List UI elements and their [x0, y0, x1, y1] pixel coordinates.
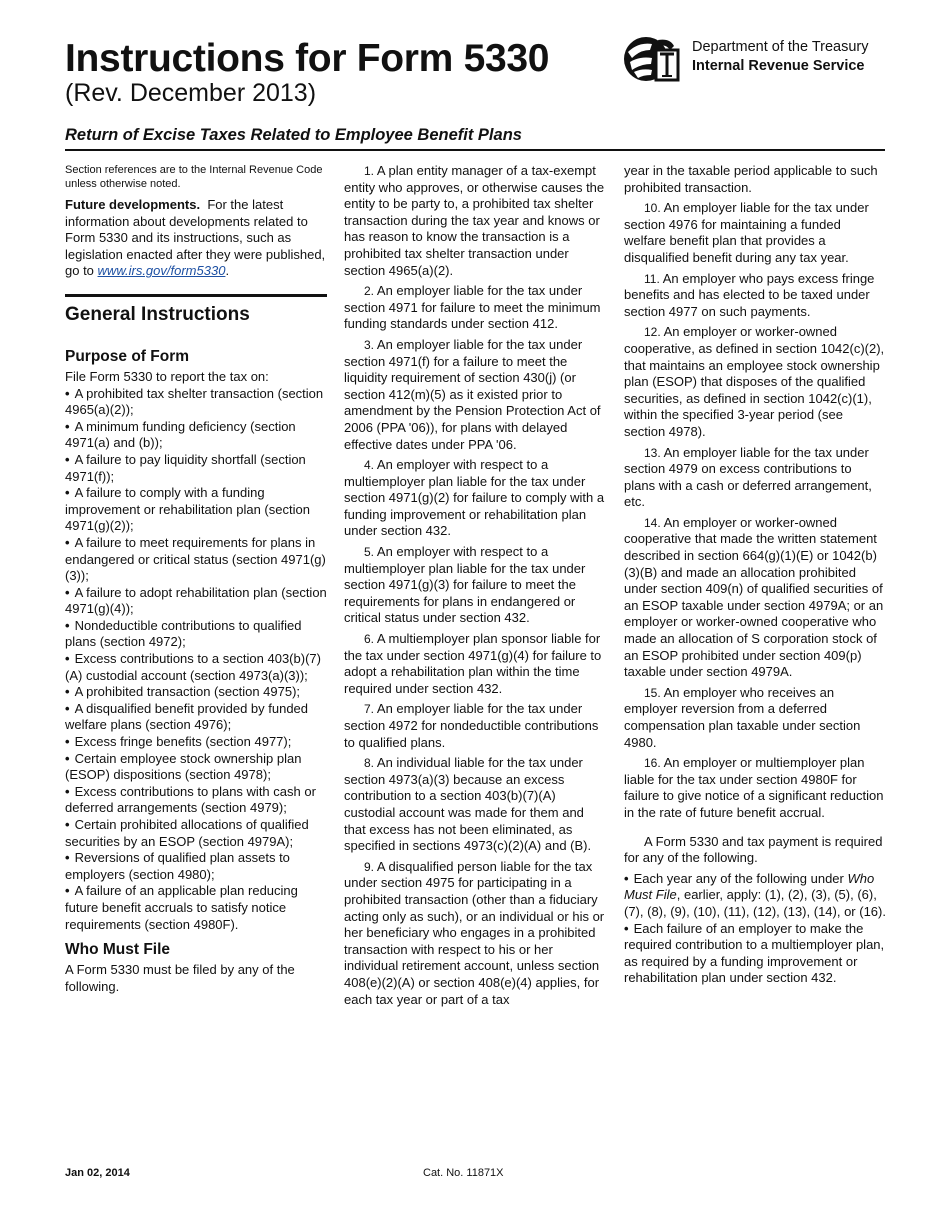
- purpose-bullet: • Certain employee stock ownership plan (ESOP) dispositions (section 4978);: [65, 751, 327, 784]
- filer-list-item: [624, 515, 886, 681]
- required-bullet-emphasis: Who Must File: [624, 870, 875, 903]
- list-item-number: 15.: [644, 685, 661, 700]
- purpose-bullet: • A minimum funding deficiency (section 4971(a) and (b));: [65, 419, 327, 452]
- purpose-bullet: • A failure to meet requirements for plans in endangered or critical status (section 4971(g)(3));: [65, 535, 327, 585]
- list-item-number: 13.: [644, 445, 661, 460]
- purpose-bullet: • A disqualified benefit provided by funded welfare plans (section 4976);: [65, 701, 327, 734]
- filer-list-item: [624, 324, 886, 440]
- list-item-number: 9.: [364, 859, 375, 874]
- purpose-bullet: • A failure to pay liquidity shortfall (section 4971(f));: [65, 452, 327, 485]
- required-bullet: • Each failure of an employer to make the required contribution to a multiemployer plan, as required by a funding improvement or rehabilitation plan under section 432.: [624, 921, 886, 987]
- list-item-text: An employer with respect to a multiemployer plan liable for the tax under section 4971(g)(2) for failure to comply with a funding improvement or rehabilitation plan under section 432.: [344, 457, 605, 539]
- filer-list-item: [624, 200, 886, 266]
- irs-form5330-link[interactable]: www.irs.gov/form5330: [97, 263, 226, 279]
- who-must-file-heading: Who Must File: [65, 941, 171, 959]
- filer-list-item: [344, 631, 606, 697]
- purpose-bullet: • Nondeductible contributions to qualified plans (section 4972);: [65, 618, 327, 651]
- list-item-number: 8.: [364, 756, 375, 771]
- list-item-number: 5.: [364, 545, 375, 560]
- list-item-text: A disqualified person liable for the tax under section 4975 for participating in a prohibited transaction (other than a fiduciary acting only as such), or an individual or his or her beneficiary who engages in a prohibited transaction with respect to his or her individual retirement account, unless section 408(e)(2)(A) or section 408(e)(4) applies, for each tax year or part of a tax: [344, 858, 605, 1007]
- purpose-intro: File Form 5330 to report the tax on:: [65, 368, 269, 384]
- agency-block: [692, 38, 869, 76]
- footer-catalog-number: Cat. No. 11871X: [423, 1167, 504, 1179]
- list-item-text: An employer or worker-owned cooperative, as defined in section 1042(c)(2), that maintains an employee stock ownership plan (ESOP) that disposes of the qualified securities, as defined in section 1042(c)(1), within the specified 3-year period (see section 4978).: [624, 324, 885, 439]
- general-instructions-heading: General Instructions: [65, 303, 250, 325]
- list-item-text: An individual liable for the tax under section 4973(a)(3) because an excess contribution to a section 403(b)(7)(A) custodial account was made for them and that excess has not been eliminated, as specified in sections 4973(c)(2)(A) and (B).: [344, 755, 592, 854]
- required-bullet-text-a: Each year any of the following under: [633, 870, 844, 886]
- required-bullet: [624, 871, 886, 921]
- list-item-number: 14.: [644, 515, 661, 530]
- filer-list-item: [344, 755, 606, 855]
- filer-list-item: [344, 283, 606, 333]
- list-item-number: 2.: [364, 284, 375, 299]
- list-item-text: A plan entity manager of a tax-exempt entity who approves, or otherwise causes the entity to be party to, a prohibited tax shelter transaction during the tax year and knows or has reason to know the transaction is a prohibited tax shelter transaction under section 4965(a)(2).: [344, 163, 605, 278]
- footer-date: Jan 02, 2014: [65, 1167, 130, 1179]
- list-item-text: An employer liable for the tax under section 4971 for failure to meet the minimum funding standards under section 412.: [344, 283, 601, 332]
- page-title: Instructions for Form 5330: [65, 37, 550, 80]
- revision-date: (Rev. December 2013): [65, 79, 317, 107]
- header-divider: [65, 149, 885, 151]
- filer-list-item: [344, 163, 606, 279]
- agency-irs: Internal Revenue Service: [692, 58, 865, 74]
- continuation-text: year in the taxable period applicable to such prohibited transaction.: [624, 163, 878, 195]
- list-item-number: 10.: [644, 201, 661, 216]
- list-item-text: An employer liable for the tax under section 4979 on excess contributions to plans with a cash or deferred arrangement, etc.: [624, 444, 872, 510]
- column-1: [65, 163, 327, 999]
- purpose-bullet: • Reversions of qualified plan assets to employers (section 4980);: [65, 850, 327, 883]
- list-item-text: An employer who pays excess fringe benefits and has elected to be taxed under section 4977 on such payments.: [624, 270, 875, 319]
- required-intro: A Form 5330 and tax payment is required for any of the following.: [624, 833, 883, 866]
- purpose-bullet: • A failure to adopt rehabilitation plan (section 4971(g)(4));: [65, 585, 327, 618]
- list-item-number: 1.: [364, 164, 375, 178]
- future-developments-text: For the latest information about developments related to Form 5330 and its instructions, such as legislation enacted after they were published, go to: [65, 197, 326, 279]
- list-item-text: An employer liable for the tax under section 4971(f) for a failure to meet the liquidity requirement of section 430(j) (or section 412(m)(5) as it existed prior to amendment by the Pension Protection Act of 2006 (PPA '06)), for plans with delayed effective dates under PPA '06.: [344, 336, 601, 452]
- filer-list-item: [624, 445, 886, 511]
- irs-eagle-logo: [622, 32, 684, 86]
- form-subtitle: Return of Excise Taxes Related to Employee Benefit Plans: [65, 126, 522, 144]
- filer-list-item: [624, 685, 886, 751]
- purpose-bullet: • Excess fringe benefits (section 4977);: [65, 734, 327, 751]
- future-developments: Future developments. For the latest information about developments related to Form 5330 and its instructions, such as legislation enacted after they were published, go to www.irs.gov/form5330.: [65, 197, 326, 279]
- list-item-text: An employer liable for the tax under section 4972 for nondeductible contributions to qualified plans.: [344, 701, 599, 750]
- list-item-number: 11.: [644, 271, 660, 286]
- purpose-bullet: • Certain prohibited allocations of qualified securities by an ESOP (section 4979A);: [65, 817, 327, 850]
- section-divider: [65, 294, 327, 297]
- purpose-heading: Purpose of Form: [65, 347, 190, 365]
- filer-list-item: [344, 544, 606, 627]
- list-item-text: An employer with respect to a multiemployer plan liable for the tax under section 4971(g)(3) for failure to meet the requirements for plans in endangered or critical status under section 432.: [344, 544, 586, 626]
- list-item-number: 16.: [644, 756, 661, 771]
- future-developments-label: Future developments.: [65, 197, 201, 212]
- filer-list-item: [344, 337, 606, 453]
- purpose-bullet-list: [65, 386, 327, 934]
- list-item-text: An employer who receives an employer reversion from a deferred compensation plan taxable under section 4980.: [624, 684, 861, 750]
- filer-list-item: [344, 457, 606, 540]
- purpose-bullet: • A prohibited tax shelter transaction (section 4965(a)(2));: [65, 386, 327, 419]
- required-bullet-text-b: , earlier, apply: (1), (2), (3), (5), (6), (7), (8), (9), (10), (11), (12), (13), (14), or (16).: [624, 887, 886, 919]
- column-3: [624, 163, 886, 987]
- list-item-text: An employer or worker-owned cooperative that made the written statement described in section 664(g)(1)(E) or 1042(b)(3)(B) and made an allocation prohibited under section 409(n) of qualified securities of an ESOP taxable under section 4979A; or an employer or worker-owned cooperative who made an allocation of S corporation stock of an ESOP prohibited under section 409(p) taxable under section 4979A.: [624, 514, 884, 680]
- who-must-file-text: A Form 5330 must be filed by any of the following.: [65, 962, 295, 994]
- purpose-bullet: • A failure of an applicable plan reducing future benefit accruals to satisfy notice requirements (section 4980F).: [65, 883, 327, 933]
- list-item-text: An employer or multiemployer plan liable for the tax under section 4980F for failure to give notice of a significant reduction in the rate of future benefit accrual.: [624, 755, 884, 820]
- agency-department: Department of the Treasury: [692, 39, 869, 55]
- column-2: [344, 163, 606, 1012]
- list-item-text: A multiemployer plan sponsor liable for the tax under section 4971(g)(4) for failure to adopt a rehabilitation plan within the time required under section 432.: [344, 631, 602, 696]
- list-item-number: 12.: [644, 325, 661, 340]
- purpose-bullet: • Excess contributions to a section 403(b)(7)(A) custodial account (section 4973(a)(3));: [65, 651, 327, 684]
- list-item-number: 7.: [364, 702, 375, 717]
- list-item-number: 3.: [364, 337, 375, 352]
- filer-list-item: [624, 755, 886, 821]
- list-item-number: 6.: [364, 632, 375, 647]
- filer-list-item: [344, 701, 606, 751]
- filer-list-item: [624, 271, 886, 321]
- list-item-text: An employer liable for the tax under section 4976 for maintaining a funded welfare benefit plan that provides a disqualified benefit during any tax year.: [624, 200, 869, 265]
- purpose-bullet: • Excess contributions to plans with cash or deferred arrangements (section 4979);: [65, 784, 327, 817]
- section-references-note: Section references are to the Internal Revenue Code unless otherwise noted.: [65, 164, 323, 190]
- purpose-bullet: • A failure to comply with a funding improvement or rehabilitation plan (section 4971(g)(2));: [65, 485, 327, 535]
- filer-list-item: [344, 859, 606, 1008]
- list-item-number: 4.: [364, 458, 375, 473]
- filer-list-continued: [624, 200, 886, 821]
- purpose-bullet: • A prohibited transaction (section 4975);: [65, 684, 327, 701]
